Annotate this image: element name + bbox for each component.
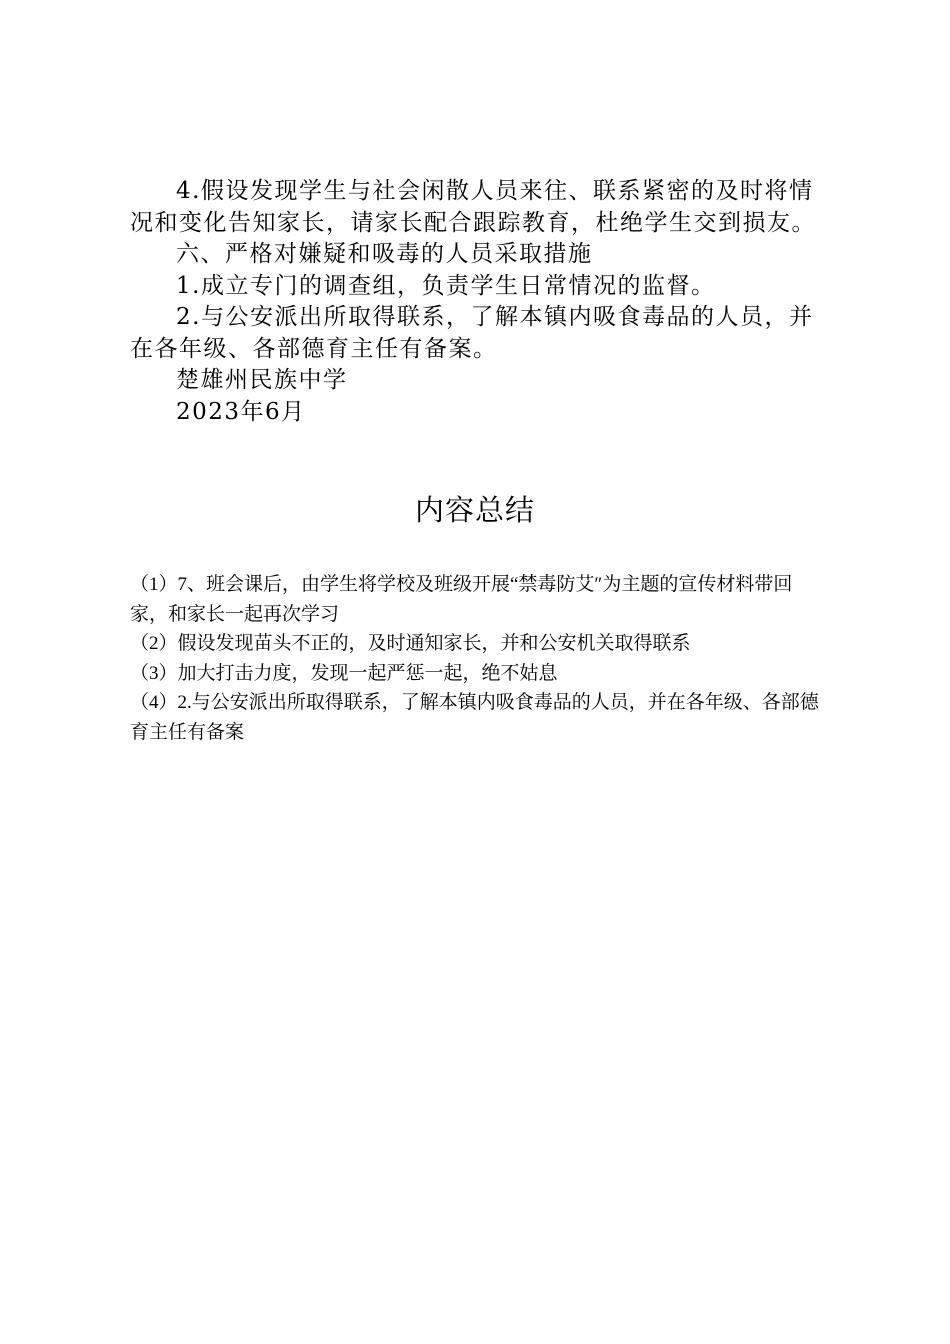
summary-list <box>130 570 830 747</box>
section-heading-measures: 六、严格对嫌疑和吸毒的人员采取措施 <box>176 241 593 267</box>
signature-school-name: 楚雄州民族中学 <box>176 367 348 393</box>
summary-item: （1）7、班会课后，由学生将学校及班级开展“禁毒防艾″为主题的宣传材料带回家，和家长一起再次学习 <box>130 574 793 625</box>
summary-item: （2）假设发现苗头不正的，及时通知家长，并和公安机关取得联系 <box>130 633 691 654</box>
paragraph-investigation-team: 1.成立专门的调查组，负责学生日常情况的监督。 <box>176 272 716 299</box>
document-body <box>130 176 830 428</box>
summary-item: （4）2.与公安派出所取得联系，了解本镇内吸食毒品的人员，并在各年级、各部德育主任有备案 <box>130 692 819 743</box>
paragraph-notify-parents: 4.假设发现学生与社会闲散人员来往、联系紧密的及时将情况和变化告知家长，请家长配合跟踪教育，杜绝学生交到损友。 <box>130 178 816 236</box>
summary-title: 内容总结 <box>414 493 535 527</box>
signature-date: 2023年6月 <box>176 398 306 425</box>
summary-item: （3）加大打击力度，发现一起严惩一起，绝不姑息 <box>130 662 558 684</box>
paragraph-police-contact: 2.与公安派出所取得联系，了解本镇内吸食毒品的人员，并在各年级、各部德育主任有备案。 <box>130 304 814 362</box>
